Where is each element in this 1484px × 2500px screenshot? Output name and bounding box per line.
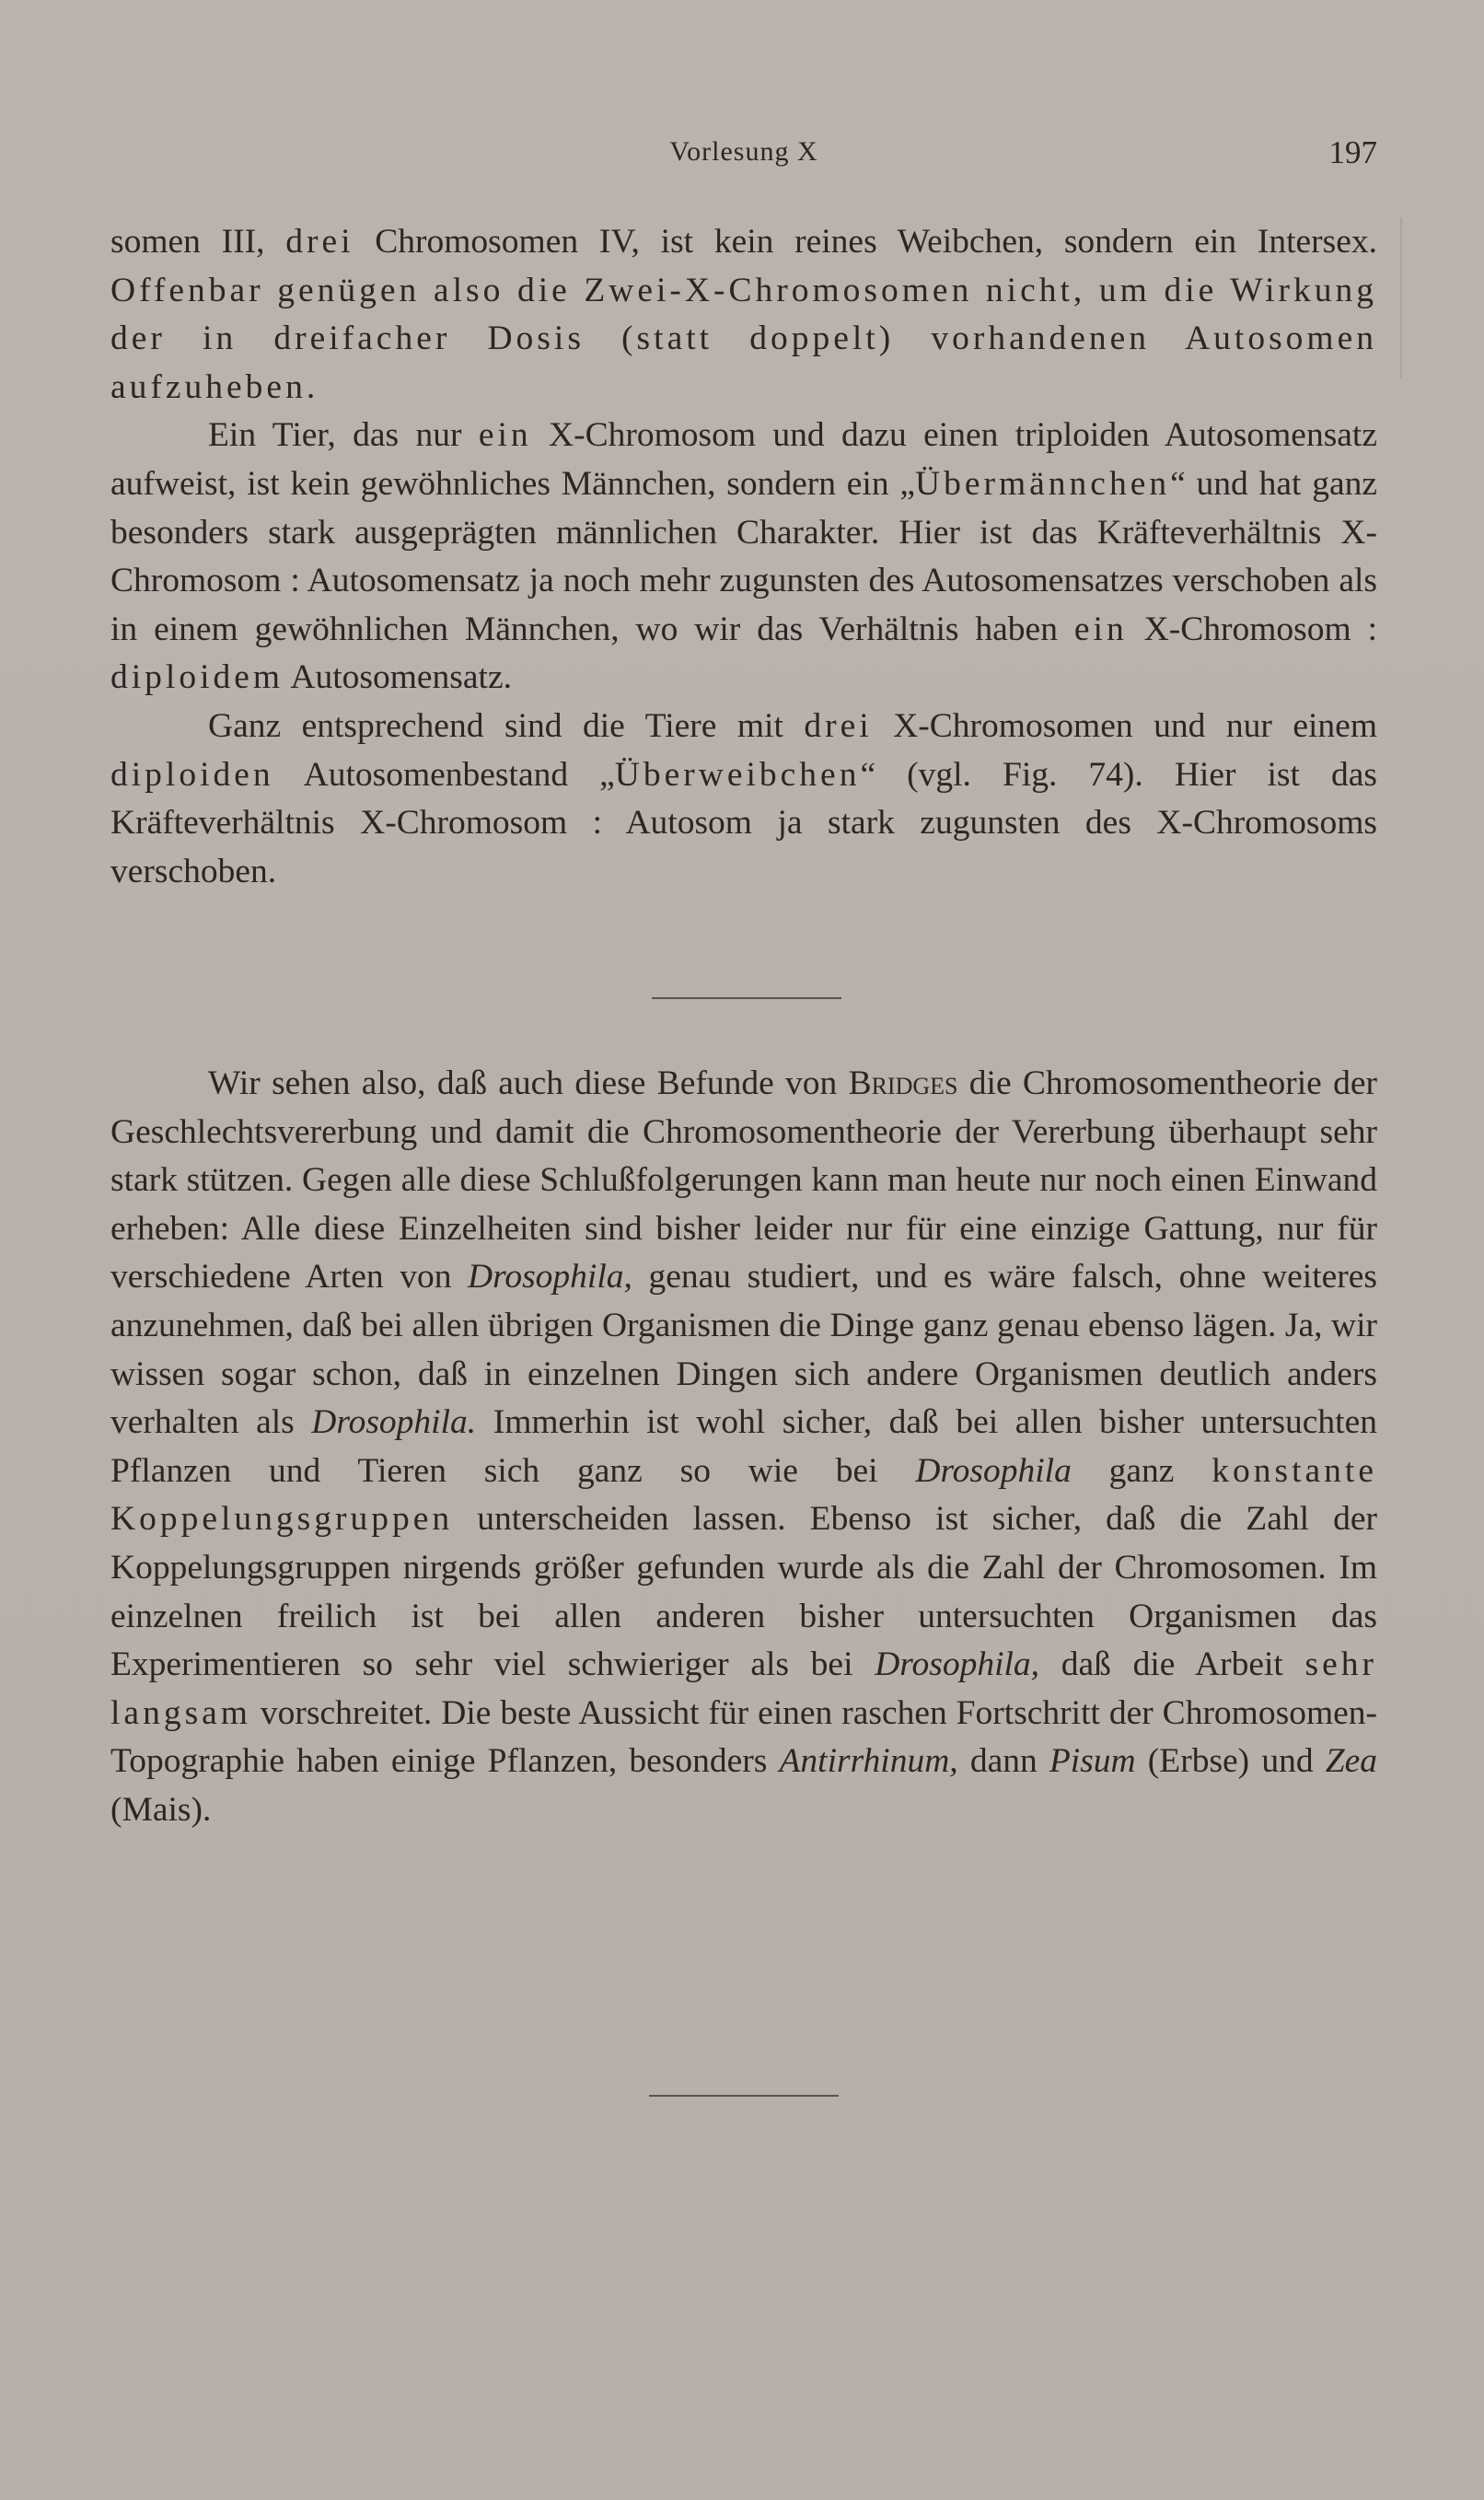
spaced-text: konstante Koppelungsgruppen [110, 1451, 1377, 1539]
text-run: Ganz entsprechend sind die Tiere mit [208, 706, 805, 745]
text-run: “ und hat ganz besonders stark ausgeprägten männlichen Charakter. Hier ist das Kräfteverhältnis X-Chromosom : Autosomensatz ja noch mehr zugunsten des Autosomensatzes verschoben als in einem gewöhnlichen Männchen, wo wir das Verhältnis haben [110, 464, 1378, 648]
spaced-text: drei [285, 223, 354, 261]
text-run: dann [957, 1742, 1049, 1781]
text-run: somen III, [110, 223, 286, 261]
spaced-text: diploidem [110, 658, 284, 697]
spaced-text: Überweibchen [614, 755, 861, 794]
spaced-text: sehr langsam [110, 1645, 1377, 1732]
text-run: daß die Arbeit [1039, 1645, 1305, 1684]
text-run: X-Chromosomen und nur einem [872, 706, 1377, 745]
text-run: unterscheiden lassen. Ebenso ist sicher, daß die Zahl der Koppelungsgruppen nirgends größer gefunden wurde als die Zahl der Chromosomen. Im einzelnen freilich ist bei allen anderen bisher untersuchten Organismen das Experimentieren so sehr viel schwieriger als bei [110, 1500, 1377, 1684]
spaced-text: drei [804, 706, 873, 745]
spaced-text: diploiden [110, 755, 274, 794]
genus-name: Antirrhinum, [779, 1742, 958, 1781]
text-run: Autosomenbestand „ [273, 755, 615, 794]
genus-name: Zea [1325, 1742, 1377, 1781]
text-block-lower [110, 1060, 1377, 1835]
text-run: X-Chromosom : [1127, 610, 1377, 648]
section-divider [649, 2095, 839, 2097]
genus-name: Drosophila, [468, 1258, 632, 1297]
spaced-text: ein [1073, 610, 1128, 648]
margin-mark [1395, 217, 1402, 378]
text-run: X-Chromosom und dazu einen triploiden Autosomensatz aufweist, ist kein gewöhnliches Männchen, sondern ein „ [110, 416, 1377, 503]
text-run: Ein Tier, das nur [208, 416, 479, 455]
spaced-text: ein [478, 416, 532, 455]
text-run: Autosomensatz. [284, 658, 512, 697]
spaced-text: Offenbar genügen also die Zwei-X-Chromosomen nicht, um die Wirkung der in dreifacher Dosis (statt doppelt) vorhandenen Autosomen aufzuheben. [110, 271, 1377, 406]
text-run: vorschreitet. Die beste Aussicht für einen raschen Fortschritt der Chromosomen-Topographie haben einige Pflanzen, besonders [110, 1693, 1377, 1781]
text-run: “ (vgl. Fig. 74). Hier ist das Kräfteverhältnis X-Chromosom : Autosom ja stark zugunsten des X-Chromosoms verschoben. [110, 755, 1377, 890]
paragraph [110, 703, 1377, 896]
page-header [110, 136, 1377, 182]
text-block-upper [110, 218, 1377, 896]
text-run: (Erbse) und [1135, 1742, 1326, 1781]
text-run: (Mais). [110, 1790, 212, 1829]
genus-name: Pisum [1049, 1742, 1136, 1781]
spaced-text: Übermännchen [915, 464, 1171, 503]
section-divider [652, 997, 841, 999]
text-run: die Chromosomentheorie der Geschlechtsvererbung und damit die Chromosomentheorie der Vererbung überhaupt sehr stark stützen. Gegen alle diese Schlußfolgerungen kann man heute nur noch einen Einwand erheben: Alle diese Einzelheiten sind bisher leider nur für eine einzige Gattung, nur für verschiedene Arten von [110, 1064, 1377, 1297]
genus-name: Drosophila, [875, 1645, 1040, 1684]
genus-name: Drosophila [915, 1451, 1072, 1490]
text-run: Immerhin ist wohl sicher, daß bei allen bisher untersuchten Pflanzen und Tieren sich ganz so wie bei [110, 1403, 1377, 1490]
text-run: Wir sehen also, daß auch diese Befunde von [208, 1064, 849, 1102]
page-number: 197 [1328, 134, 1377, 170]
author-name: Bridges [848, 1064, 958, 1102]
paragraph [110, 412, 1377, 703]
text-run: ganz [1071, 1451, 1212, 1490]
running-title: Vorlesung X [669, 136, 818, 167]
text-run: genau studiert, und es wäre falsch, ohne weiteres anzunehmen, daß bei allen übrigen Organismen die Dinge ganz genau ebenso lägen. Ja, wir wissen sogar schon, daß in einzelnen Dingen sich andere Organismen deutlich anders verhalten als [110, 1258, 1377, 1442]
paragraph [110, 1060, 1377, 1835]
text-run: Chromosomen IV, ist kein reines Weibchen, sondern ein Intersex. [354, 223, 1377, 261]
genus-name: Drosophila. [311, 1403, 477, 1442]
paragraph-continuation [110, 218, 1377, 412]
